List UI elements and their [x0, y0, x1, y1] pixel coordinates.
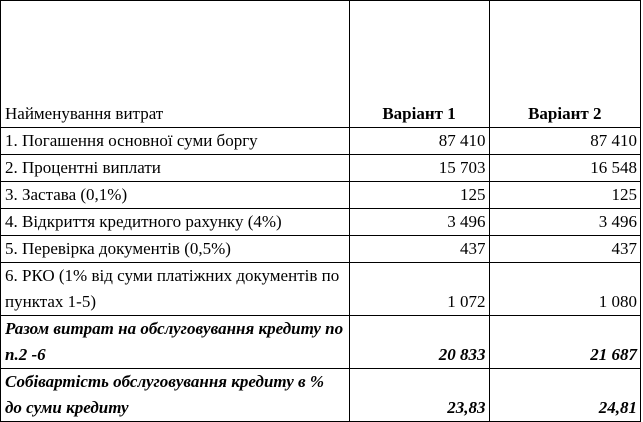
row-variant-2: 437 [489, 236, 640, 263]
table-row [1, 182, 641, 209]
row-variant-2: 125 [489, 182, 640, 209]
row-variant-1: 1 072 [349, 263, 489, 316]
cost-name: Собівартість обслуговування кредиту в % до суми кредиту [1, 369, 350, 422]
table-row [1, 236, 641, 263]
total-variant-1: 20 833 [349, 316, 489, 369]
table-row [1, 155, 641, 182]
total-variant-2: 21 687 [489, 316, 640, 369]
cost-row [1, 369, 641, 422]
row-name: 1. Погашення основної суми боргу [1, 128, 350, 155]
row-name: 3. Застава (0,1%) [1, 182, 350, 209]
row-variant-1: 15 703 [349, 155, 489, 182]
row-name: 5. Перевірка документів (0,5%) [1, 236, 350, 263]
row-variant-1: 3 496 [349, 209, 489, 236]
row-variant-1: 125 [349, 182, 489, 209]
row-variant-2: 1 080 [489, 263, 640, 316]
row-variant-2: 16 548 [489, 155, 640, 182]
row-variant-2: 87 410 [489, 128, 640, 155]
row-name: 4. Відкриття кредитного рахунку (4%) [1, 209, 350, 236]
total-name: Разом витрат на обслуговування кредиту по п.2 -6 [1, 316, 350, 369]
header-variant-2: Варіант 2 [489, 1, 640, 128]
row-variant-2: 3 496 [489, 209, 640, 236]
table-row [1, 128, 641, 155]
cost-variant-2: 24,81 [489, 369, 640, 422]
table-row [1, 263, 641, 316]
row-variant-1: 87 410 [349, 128, 489, 155]
row-name: 6. РКО (1% від суми платіжних документів по пунктах 1-5) [1, 263, 350, 316]
total-row [1, 316, 641, 369]
table-row [1, 209, 641, 236]
header-variant-1: Варіант 1 [349, 1, 489, 128]
table-header-row [1, 1, 641, 128]
row-name: 2. Процентні виплати [1, 155, 350, 182]
header-name: Найменування витрат [1, 1, 350, 128]
cost-variant-1: 23,83 [349, 369, 489, 422]
row-variant-1: 437 [349, 236, 489, 263]
